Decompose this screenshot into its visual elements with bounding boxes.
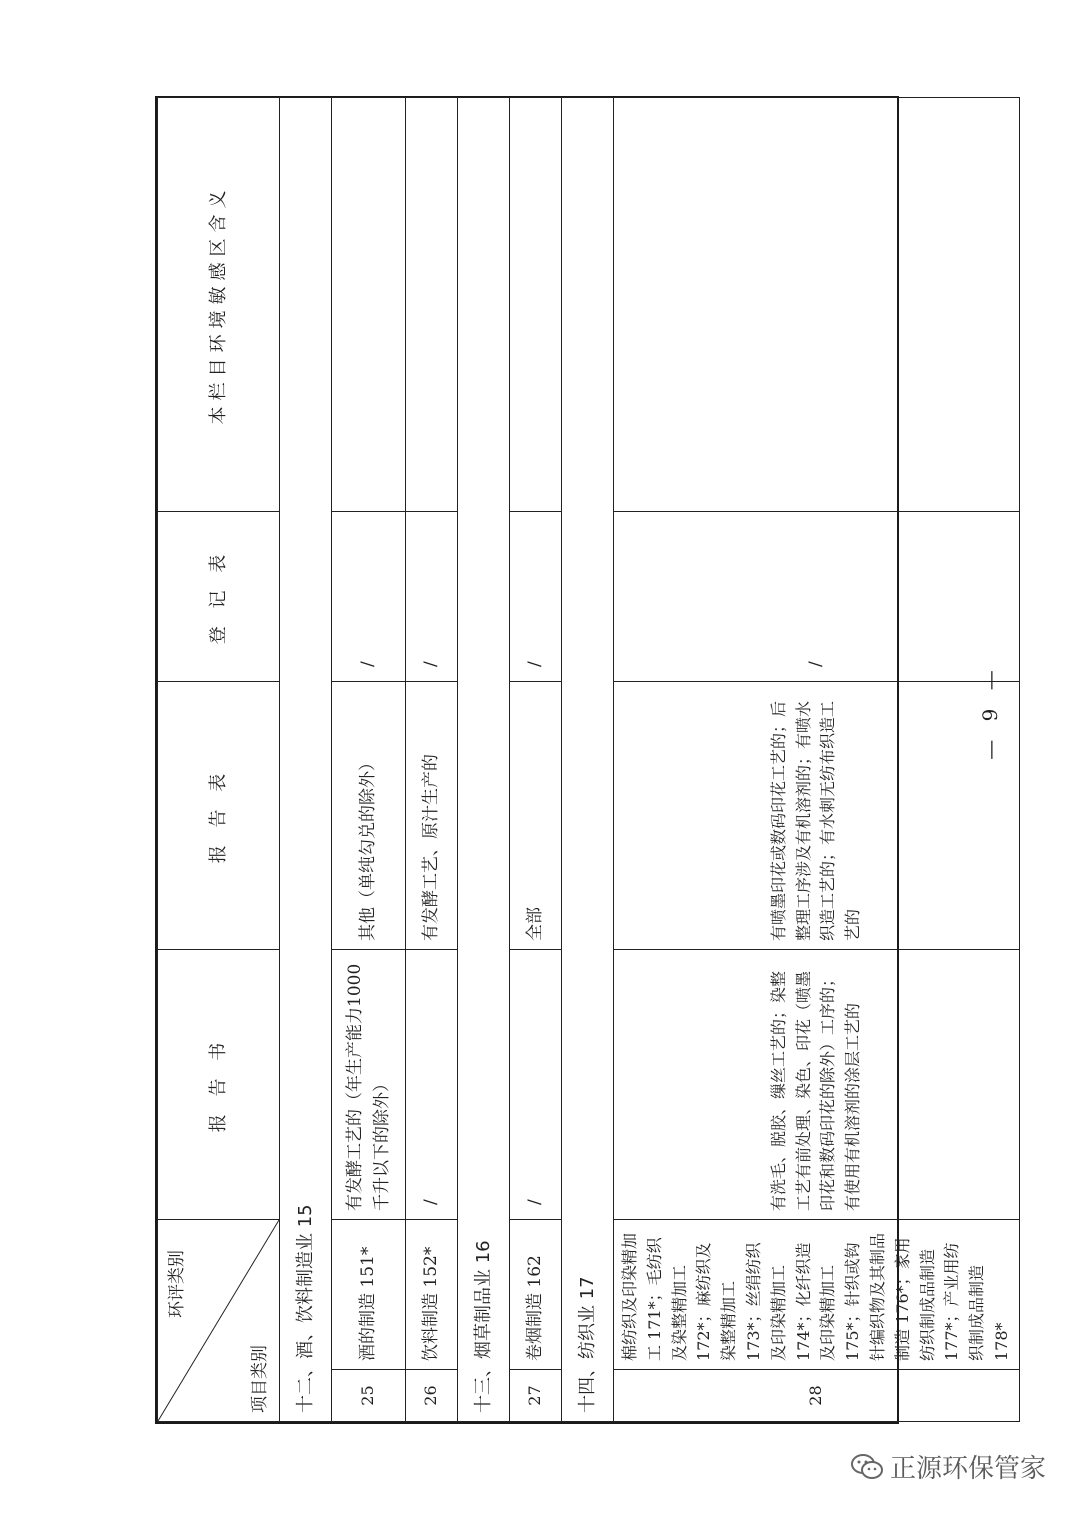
header-eia-category: 环评类别: [167, 1250, 187, 1318]
row-report-book: 有发酵工艺的（年生产能力1000千升以下的除外）: [332, 950, 406, 1220]
row-item: 饮料制造 152*: [406, 1220, 458, 1370]
section-title: 十四、纺织业 17: [562, 98, 614, 1422]
header-report-book: 报 告 书: [158, 950, 280, 1220]
row-register: /: [332, 512, 406, 682]
row-report-form: 有喷墨印花或数码印花工艺的；后整理工序涉及有机溶剂的；有喷水织造工艺的；有水刺无纺布织造工艺的: [614, 682, 1020, 950]
section-row: [280, 98, 332, 1422]
diagonal-header-cell: [158, 1220, 280, 1422]
row-register: /: [614, 512, 1020, 682]
table-header-row: [158, 98, 280, 1422]
row-sensitive: [332, 98, 406, 512]
table-row: [406, 98, 458, 1422]
row-report-book: 有洗毛、脱胶、缫丝工艺的；染整工艺有前处理、染色、印花（喷墨印花和数码印花的除外）工序的；有使用有机溶剂的涂层工艺的: [614, 950, 1020, 1220]
header-report-form: 报 告 表: [158, 682, 280, 950]
row-number: 26: [406, 1370, 458, 1422]
row-number: 28: [614, 1370, 1020, 1422]
row-report-form: 其他（单纯勾兑的除外）: [332, 682, 406, 950]
row-item: 酒的制造 151*: [332, 1220, 406, 1370]
header-register-form: 登 记 表: [158, 512, 280, 682]
row-item: 卷烟制造 162: [510, 1220, 562, 1370]
row-register: /: [406, 512, 458, 682]
section-row: [458, 98, 510, 1422]
row-report-form: 有发酵工艺、原汁生产的: [406, 682, 458, 950]
header-sensitive-area: 本栏目环境敏感区含义: [158, 98, 280, 512]
section-title: 十二、酒、饮料制造业 15: [280, 98, 332, 1422]
row-report-book: /: [510, 950, 562, 1220]
eia-category-table: [157, 97, 1020, 1422]
table-row: [614, 98, 1020, 1422]
watermark-text: 正源环保管家: [889, 1454, 1046, 1484]
watermark: [850, 1448, 1046, 1485]
table-row: [332, 98, 406, 1422]
table-row: [510, 98, 562, 1422]
row-sensitive: [510, 98, 562, 512]
rotated-table-frame: [155, 96, 1011, 1424]
rotated-table: [157, 98, 1011, 1422]
row-item: 棉纺织及印染精加工 171*；毛纺织及染整精加工 172*；麻纺织及染整精加工 173*；丝绢纺织及印染精加工 174*；化纤织造及印染精加工 175*；针织或钩针编织物及其制品制造 176*；家用纺织制成品制造 177*；产业用纺织制成品制造 178*: [614, 1220, 1020, 1370]
wechat-icon: [850, 1453, 884, 1481]
section-row: [562, 98, 614, 1422]
row-number: 25: [332, 1370, 406, 1422]
row-report-book: /: [406, 950, 458, 1220]
header-project-category: 项目类别: [249, 1345, 270, 1413]
row-sensitive: [614, 98, 1020, 512]
row-report-form: 全部: [510, 682, 562, 950]
row-number: 27: [510, 1370, 562, 1422]
row-register: /: [510, 512, 562, 682]
row-sensitive: [406, 98, 458, 512]
page-number: — 9 —: [978, 664, 1002, 760]
section-title: 十三、烟草制品业 16: [458, 98, 510, 1422]
